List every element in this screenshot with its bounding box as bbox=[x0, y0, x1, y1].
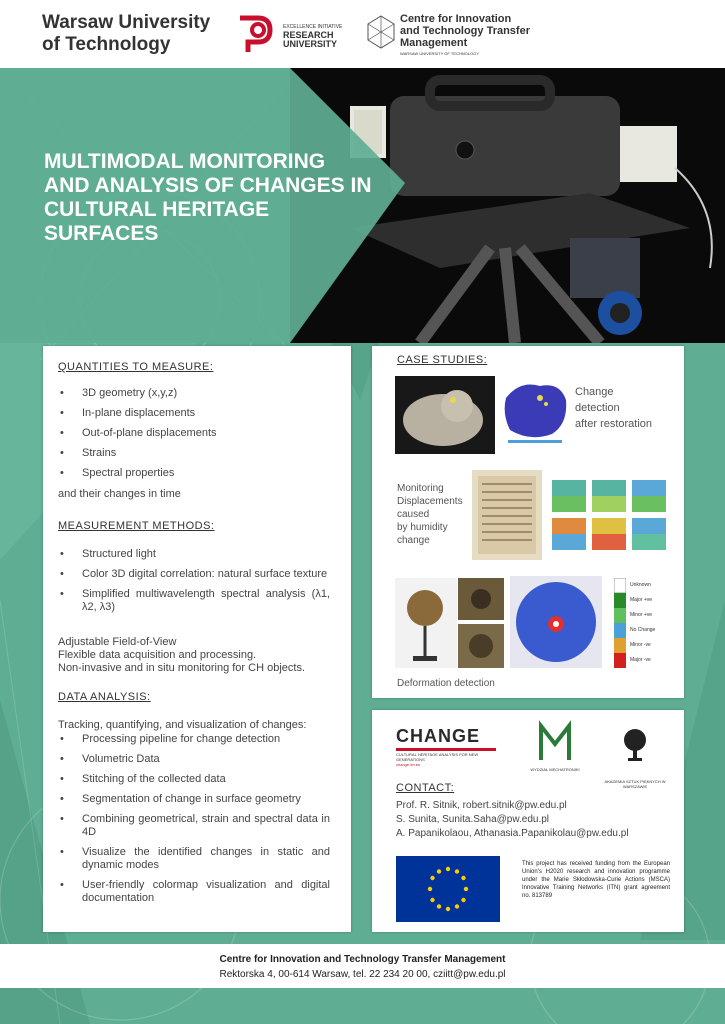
analysis-heading: DATA ANALYSIS: bbox=[58, 691, 151, 703]
lion-change-map bbox=[500, 378, 570, 450]
case1-line: Change bbox=[575, 386, 614, 398]
eu-flag-icon bbox=[396, 856, 500, 922]
erb-line2: RESEARCH bbox=[283, 30, 334, 40]
contact-line: S. Sunita, Sunita.Saha@pw.edu.pl bbox=[396, 814, 550, 825]
erb-line1: EXCELLENCE INITIATIVE bbox=[283, 24, 343, 30]
case2-line: Displacements bbox=[397, 496, 463, 507]
list-item: • Combining geometrical, strain and spectral data in 4D bbox=[58, 813, 330, 839]
asp-name: AKADEMIA SZTUK PIĘKNYCH W WARSZAWIE bbox=[604, 779, 666, 789]
lion-statue-image bbox=[395, 376, 495, 454]
erb-logo-text bbox=[283, 24, 342, 49]
change-logo-stripe bbox=[396, 748, 496, 751]
methods-list bbox=[58, 548, 330, 621]
list-item: • 3D geometry (x,y,z) bbox=[58, 387, 330, 400]
list-item: • Volumetric Data bbox=[58, 753, 330, 766]
quantities-heading: QUANTITIES TO MEASURE: bbox=[58, 361, 214, 373]
erb-line3: UNIVERSITY bbox=[283, 39, 338, 49]
list-item: • Stitching of the collected data bbox=[58, 773, 330, 786]
contact-panel bbox=[372, 710, 684, 932]
footer-line2: Rektorska 4, 00-614 Warsaw, tel. 22 234 20 00, cziitt@pw.edu.pl bbox=[219, 969, 506, 980]
change-logo-text: CHANGE bbox=[396, 726, 481, 746]
list-item: • Strains bbox=[58, 447, 330, 460]
case-studies-panel bbox=[372, 346, 684, 698]
methods-extra bbox=[58, 636, 348, 675]
case3-label: Deformation detection bbox=[397, 678, 495, 689]
asp-logo-icon bbox=[600, 718, 670, 774]
header-bar bbox=[0, 0, 725, 68]
surface-texture-images bbox=[458, 578, 504, 668]
legend-label: Minor -ve bbox=[630, 642, 651, 648]
wm-logo-icon bbox=[535, 720, 575, 762]
legend-label: Major -ve bbox=[630, 657, 651, 663]
university-name: Warsaw University of Technology bbox=[42, 12, 211, 55]
case2-line: Monitoring bbox=[397, 483, 444, 494]
list-item: • In-plane displacements bbox=[58, 407, 330, 420]
list-item: • Spectral properties bbox=[58, 467, 330, 480]
list-item: • Simplified multiwavelength spectral analysis (λ1, λ2, λ3) bbox=[58, 588, 330, 614]
legend-label: No Change bbox=[630, 627, 656, 633]
cittm-sub: WARSAW UNIVERSITY OF TECHNOLOGY bbox=[400, 51, 479, 56]
list-item: • Processing pipeline for change detection bbox=[58, 733, 330, 746]
case1-line: detection bbox=[575, 402, 620, 414]
colormap-legend-labels bbox=[630, 578, 655, 668]
funding-statement: This project has received funding from the European Union's H2020 research and innovation programme under the Marie Skłodowska-Curie Actions (MSCA) Innovative Training Networks (ITN) grant agreement no. 813789 bbox=[522, 861, 670, 899]
left-panel bbox=[43, 346, 351, 932]
globe-image bbox=[395, 578, 457, 668]
analysis-intro: Tracking, quantifying, and visualization of changes: bbox=[58, 719, 307, 731]
change-url: change-itn.eu bbox=[396, 762, 421, 767]
methods-extra-line: Flexible data acquisition and processing. bbox=[58, 649, 257, 661]
change-logo bbox=[396, 726, 496, 767]
footer bbox=[0, 944, 725, 988]
university-logo bbox=[42, 12, 222, 56]
footer-line1: Centre for Innovation and Technology Transfer Management bbox=[219, 954, 506, 965]
methods-extra-line: Non-invasive and in situ monitoring for CH objects. bbox=[58, 662, 306, 674]
list-item: • User-friendly colormap visualization and digital documentation bbox=[58, 879, 330, 905]
list-item: • Out-of-plane displacements bbox=[58, 427, 330, 440]
list-item: • Segmentation of change in surface geometry bbox=[58, 793, 330, 806]
case2-label bbox=[397, 482, 463, 547]
methods-heading: MEASUREMENT METHODS: bbox=[58, 520, 215, 532]
methods-extra-line: Adjustable Field-of-View bbox=[58, 636, 177, 648]
wm-logo bbox=[522, 720, 588, 772]
cittm-logo-text bbox=[400, 13, 530, 57]
contact-line: Prof. R. Sitnik, robert.sitnik@pw.edu.pl bbox=[396, 800, 567, 811]
contact-heading: CONTACT: bbox=[396, 782, 455, 794]
list-item: • Visualize the identified changes in static and dynamic modes bbox=[58, 846, 330, 872]
case2-line: change bbox=[397, 535, 430, 546]
legend-label: Unknown bbox=[630, 582, 651, 588]
legend-label: Minor +ve bbox=[630, 612, 653, 618]
colormap-legend-bar bbox=[614, 578, 626, 668]
case-studies-heading: CASE STUDIES: bbox=[397, 354, 488, 366]
case1-label bbox=[575, 384, 652, 432]
quantities-list bbox=[58, 387, 330, 487]
case2-line: by humidity bbox=[397, 522, 448, 533]
contact-line: A. Papanikolaou, Athanasia.Papanikolau@pw.edu.pl bbox=[396, 828, 629, 839]
asp-logo bbox=[600, 718, 670, 789]
wm-name: WYDZIAŁ MECHATRONIKI bbox=[530, 767, 580, 772]
deformation-map bbox=[510, 576, 602, 668]
change-tagline: CULTURAL HERITAGE ANALYSIS FOR NEW GENERATIONS bbox=[396, 752, 479, 762]
case1-line: after restoration bbox=[575, 418, 653, 430]
cittm-logo-icon bbox=[366, 14, 396, 50]
poster-title: MULTIMODAL MONITORING AND ANALYSIS OF CHANGES IN CULTURAL HERITAGE SURFACES bbox=[44, 150, 372, 245]
analysis-list bbox=[58, 733, 330, 912]
list-item: • Color 3D digital correlation: natural surface texture bbox=[58, 568, 330, 581]
list-item: • Structured light bbox=[58, 548, 330, 561]
legend-label: Major +ve bbox=[630, 597, 653, 603]
cittm-name: Centre for Innovation and Technology Transfer Management bbox=[400, 13, 530, 49]
displacement-maps bbox=[550, 478, 670, 554]
manuscript-image bbox=[472, 470, 542, 560]
case2-line: caused bbox=[397, 509, 430, 520]
quantities-footer: and their changes in time bbox=[58, 488, 181, 500]
